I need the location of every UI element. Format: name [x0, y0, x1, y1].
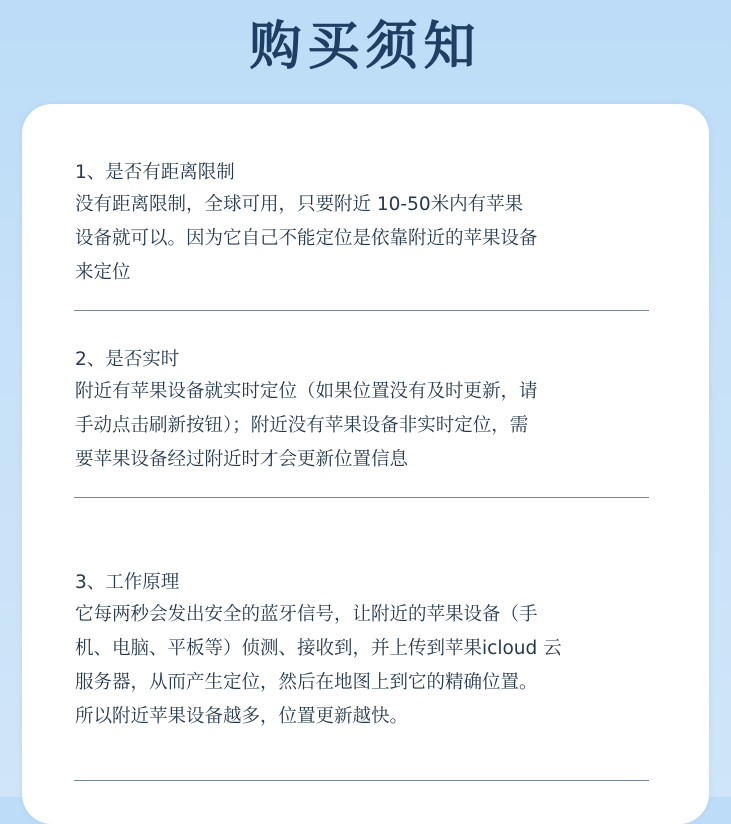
body-line: 要苹果设备经过附近时才会更新位置信息 — [75, 449, 409, 470]
body-line: 来定位 — [75, 262, 131, 283]
section-body — [75, 375, 665, 477]
divider — [74, 310, 649, 311]
body-line: 机、电脑、平板等）侦测、接收到，并上传到苹果icloud 云 — [75, 638, 562, 659]
section-body — [75, 188, 665, 290]
body-line: 没有距离限制，全球可用，只要附近 10-50米内有苹果 — [75, 194, 524, 215]
section-heading: 2、是否实时 — [75, 349, 180, 370]
section-heading: 3、工作原理 — [75, 572, 180, 593]
body-line: 设备就可以。因为它自己不能定位是依靠附近的苹果设备 — [75, 228, 538, 249]
body-line: 它每两秒会发出安全的蓝牙信号，让附近的苹果设备（手 — [75, 604, 538, 625]
body-line: 服务器，从而产生定位，然后在地图上到它的精确位置。 — [75, 672, 538, 693]
section-working-principle — [75, 568, 665, 734]
body-line: 手动点击刷新按钮）；附近没有苹果设备非实时定位，需 — [75, 415, 529, 436]
section-realtime — [75, 345, 665, 477]
section-heading: 1、是否有距离限制 — [75, 162, 235, 183]
section-body — [75, 598, 665, 734]
body-line: 附近有苹果设备就实时定位（如果位置没有及时更新，请 — [75, 381, 538, 402]
divider — [74, 497, 649, 498]
page-title: 购买须知 — [249, 17, 482, 77]
divider — [74, 780, 649, 781]
body-line: 所以附近苹果设备越多，位置更新越快。 — [75, 706, 409, 727]
section-distance-limit — [75, 158, 665, 290]
